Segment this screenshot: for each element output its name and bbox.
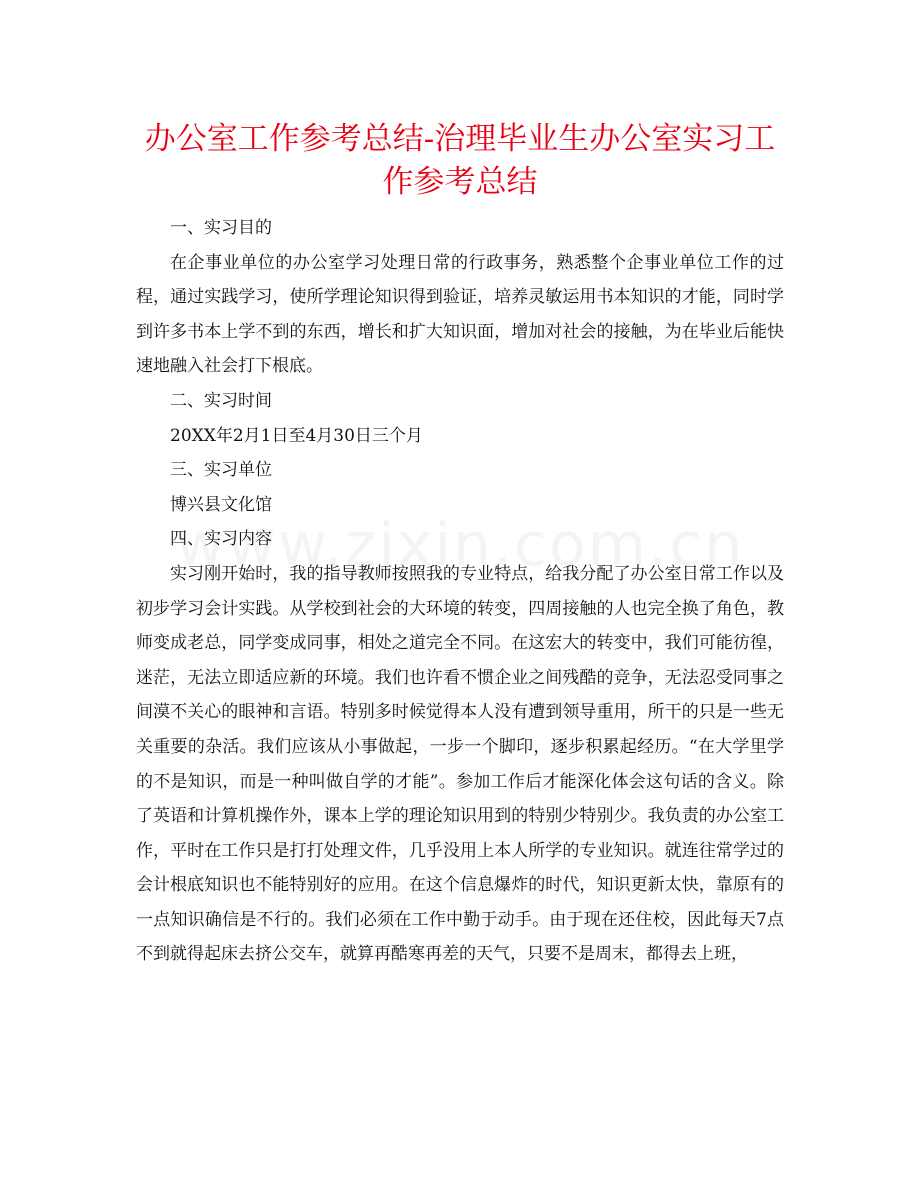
- heading-time: 二、实习时间: [170, 390, 272, 411]
- paragraph-unit: 博兴县文化馆: [170, 494, 272, 515]
- paragraph-time: 20XX年2月1日至4月30日三个月: [170, 425, 423, 446]
- document-body: [136, 211, 784, 972]
- document-title: 办公室工作参考总结-治理毕业生办公室实习工作参考总结: [144, 121, 776, 200]
- heading-unit: 三、实习单位: [170, 460, 272, 481]
- heading-purpose: 一、实习目的: [170, 218, 272, 238]
- heading-content: 四、实习内容: [170, 529, 272, 550]
- paragraph-content: 实习刚开始时，我的指导教师按照我的专业特点，给我分配了办公室日常工作以及初步学习会计实践。从学校到社会的大环境的转变，四周接触的人也完全换了角色，教师变成老总，同学变成同事，相处之道完全不同。在这宏大的转变中，我们可能彷徨，迷茫，无法立即适应新的环境。我们也许看不惯企业之间残酷的竞争，无法忍受同事之间漠不关心的眼神和言语。特别多时候觉得本人没有遭到领导重用，所干的只是一些无关重要的杂活。我们应该从小事做起，一步一个脚印，逐步积累起经历。“在大学里学的不是知识，而是一种叫做自学的才能”。参加工作后才能深化体会这句话的含义。除了英语和计算机操作外，课本上学的理论知识用到的特别少特别少。我负责的办公室工作，平时在工作只是打打处理文件，几乎没用上本人所学的专业知识。就连往常学过的会计根底知识也不能特别好的应用。在这个信息爆炸的时代，知识更新太快，靠原有的一点知识确信是不行的。我们必须在工作中勤于动手。由于现在还住校，因此每天7点不到就得起床去挤公交车，就算再酷寒再差的天气，只要不是周末，都得去上班，: [136, 563, 784, 965]
- paragraph-purpose: 在企事业单位的办公室学习处理日常的行政事务，熟悉整个企事业单位工作的过程，通过实践学习，使所学理论知识得到验证，培养灵敏运用书本知识的才能，同时学到许多书本上学不到的东西，增长和扩大知识面，增加对社会的接触，为在毕业后能快速地融入社会打下根底。: [136, 252, 784, 377]
